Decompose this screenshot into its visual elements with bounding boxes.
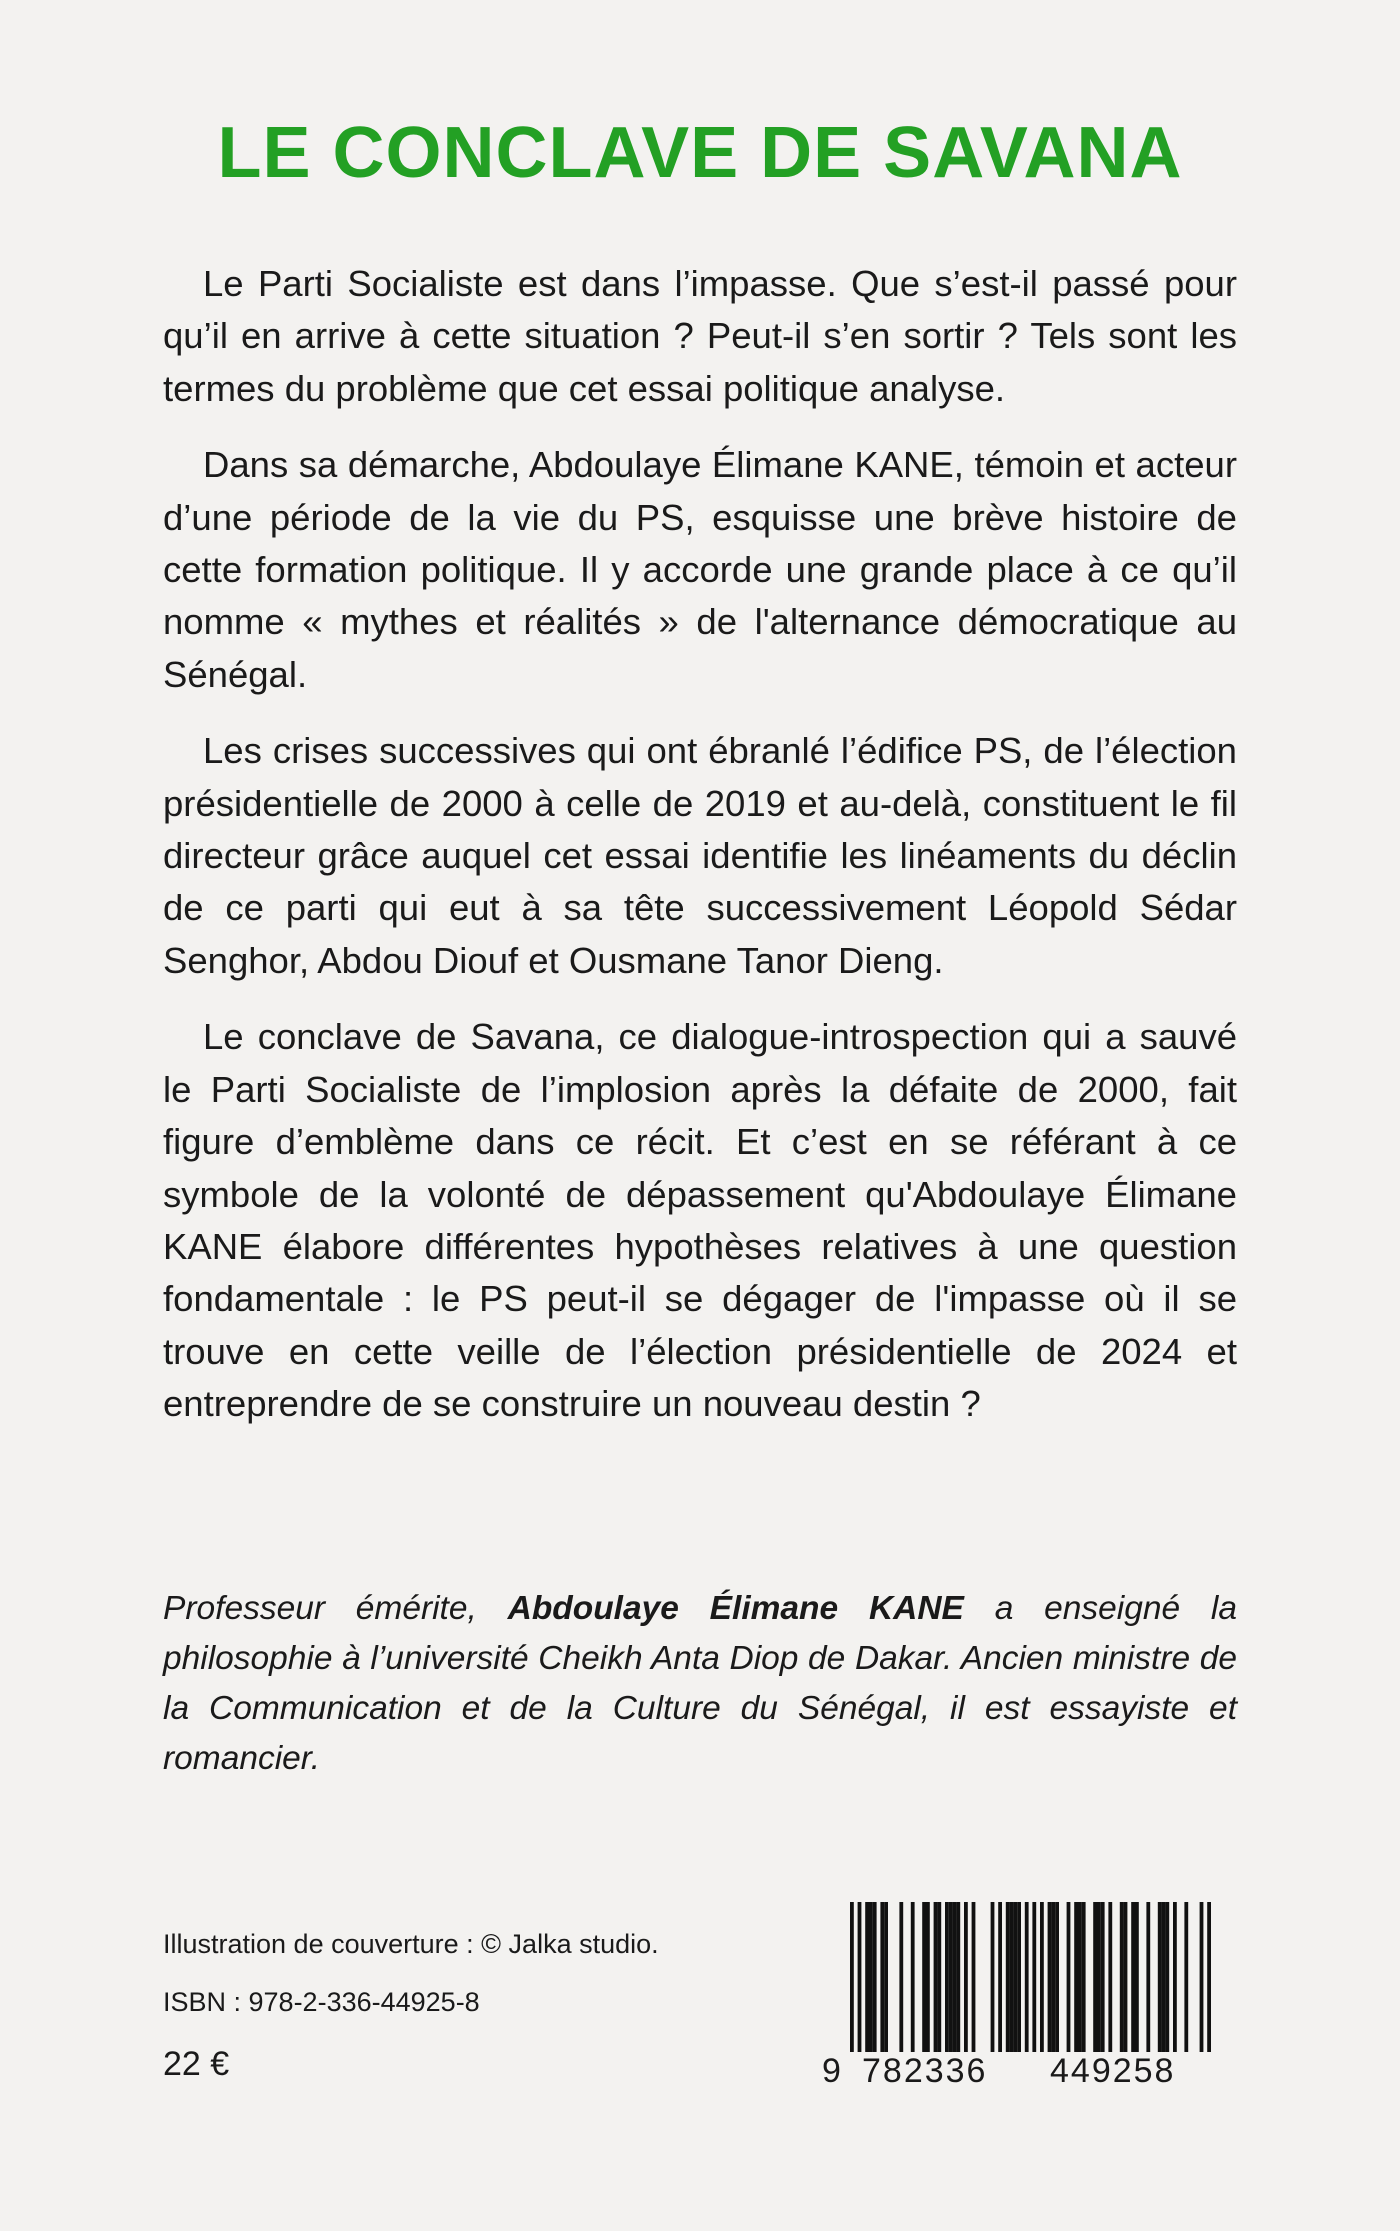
barcode-bar: [934, 1902, 938, 2052]
barcode-bar: [1184, 1902, 1188, 2052]
barcode-bar: [1162, 1902, 1166, 2052]
bio-suffix: a enseigné la philosophie à l’université Cheikh Anta Diop de Dakar. Ancien ministre de la Communication et de la Culture du Sénégal, il est essayiste et romancier.: [163, 1590, 1237, 1777]
barcode-bar: [1051, 1902, 1055, 2052]
barcode-bar: [945, 1902, 949, 2052]
barcode-bar: [1048, 1902, 1052, 2052]
barcode-bar: [926, 1902, 930, 2052]
barcode-first-digit: 9: [822, 2052, 841, 2090]
barcode-bar: [972, 1902, 976, 2052]
barcode-left-group: 782336: [862, 2052, 988, 2090]
barcode-bar: [1055, 1902, 1059, 2052]
barcode-bar: [1158, 1902, 1162, 2052]
barcode-bar: [991, 1902, 995, 2052]
barcode-bar: [1097, 1902, 1101, 2052]
barcode-bar: [949, 1902, 953, 2052]
barcode-bar: [1173, 1902, 1177, 2052]
barcode-bar: [964, 1902, 968, 2052]
barcode-bar: [1010, 1902, 1014, 2052]
barcode-bar: [1040, 1902, 1044, 2052]
barcode-bar: [937, 1902, 941, 2052]
barcode-bar: [865, 1902, 869, 2052]
book-title: LE CONCLAVE DE SAVANA: [217, 113, 1183, 193]
isbn: ISBN : 978-2-336-44925-8: [163, 1987, 480, 2017]
barcode-bar: [911, 1902, 915, 2052]
barcode-bar: [1082, 1902, 1086, 2052]
summary-text: [163, 258, 1237, 1455]
barcode-bar: [1093, 1902, 1097, 2052]
barcode-bar: [1207, 1902, 1211, 2072]
bio-prefix: Professeur émérite,: [163, 1590, 477, 1627]
barcode-right-group: 449258: [1050, 2052, 1176, 2090]
price: 22 €: [163, 2045, 230, 2083]
barcode-bar: [1006, 1902, 1010, 2052]
barcode-bar: [1200, 1902, 1204, 2072]
barcode: [820, 1902, 1240, 2102]
barcode-bar: [1067, 1902, 1071, 2052]
barcode-bar: [899, 1902, 903, 2052]
barcode-bar: [1120, 1902, 1124, 2052]
barcode-bar: [884, 1902, 888, 2052]
summary-paragraph: Le Parti Socialiste est dans l’impasse. Que s’est-il passé pour qu’il en arrive à cette situation ? Peut-il s’en sortir ? Tels sont les termes du problème que cet essai politique analyse.: [163, 263, 1237, 409]
illustration-credit: Illustration de couverture : © Jalka studio.: [163, 1929, 659, 1959]
barcode-bar: [1124, 1902, 1128, 2052]
barcode-bar: [850, 1902, 854, 2072]
barcode-bar: [1131, 1902, 1135, 2052]
barcode-bar: [998, 1902, 1002, 2052]
author-bio: [163, 1584, 1237, 1784]
barcode-bar: [956, 1902, 960, 2052]
barcode-bar: [1025, 1902, 1029, 2072]
summary-paragraph: Dans sa démarche, Abdoulaye Élimane KANE, témoin et acteur d’une période de la vie du PS, esquisse une brève histoire de cette formation politique. Il y accorde une grande place à ce qu’il nomme « mythes et réalités » de l'alternance démocratique au Sénégal.: [163, 444, 1237, 695]
barcode-bar: [873, 1902, 877, 2052]
barcode-bar: [1146, 1902, 1150, 2052]
barcode-bar: [1032, 1902, 1036, 2072]
barcode-bar: [1013, 1902, 1017, 2052]
author-name: Abdoulaye Élimane KANE: [507, 1590, 964, 1627]
barcode-bar: [1101, 1902, 1105, 2052]
barcode-bar: [953, 1902, 957, 2052]
summary-paragraph: Le conclave de Savana, ce dialogue-introspection qui a sauvé le Parti Socialiste de l’implosion après la défaite de 2000, fait figure d’emblème dans ce récit. Et c’est en se référant à ce symbole de la volonté de dépassement qu'Abdoulaye Élimane KANE élabore différentes hypothèses relatives à une question fondamentale : le PS peut-il se dégager de l'impasse où il se trouve en cette veille de l’élection présidentielle de 2024 et entreprendre de se construire un nouveau destin ?: [163, 1016, 1237, 1425]
barcode-bar: [880, 1902, 884, 2052]
barcode-bar: [1017, 1902, 1021, 2052]
summary-paragraph: Les crises successives qui ont ébranlé l’édifice PS, de l’élection présidentielle de 2000 à celle de 2019 et au-delà, constituent le fil directeur grâce auquel cet essai identifie les linéaments du déclin de ce parti qui eut à sa tête successivement Léopold Sédar Senghor, Abdou Diouf et Ousmane Tanor Dieng.: [163, 730, 1237, 981]
barcode-bar: [1135, 1902, 1139, 2052]
barcode-bar: [1074, 1902, 1078, 2052]
barcode-digits: [820, 2052, 1240, 2096]
barcode-bar: [922, 1902, 926, 2052]
barcode-bar: [869, 1902, 873, 2052]
barcode-bar: [1165, 1902, 1169, 2052]
barcode-bar: [1108, 1902, 1112, 2052]
barcode-bar: [858, 1902, 862, 2072]
barcode-bar: [1078, 1902, 1082, 2052]
